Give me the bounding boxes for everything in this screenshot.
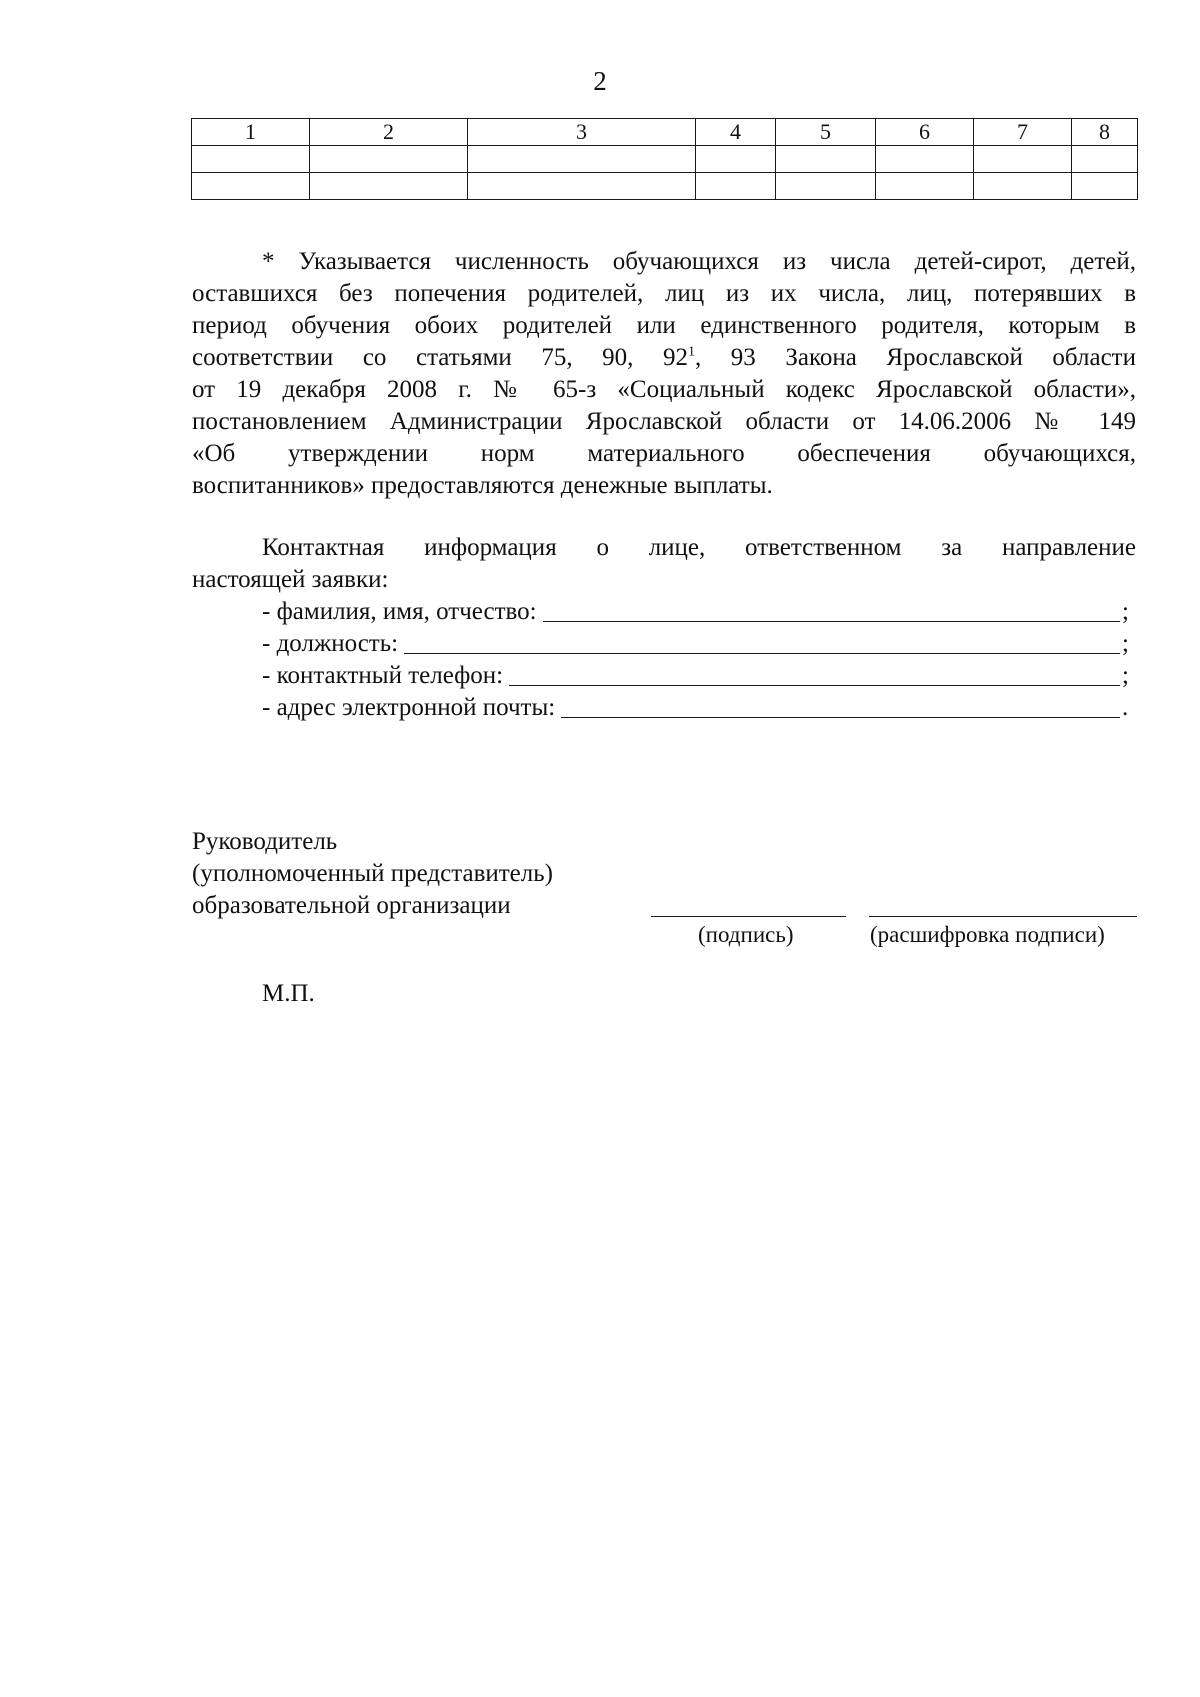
fio-blank-line[interactable] [543,597,1120,622]
footnote-line: от 19 декабря 2008 г. № 65-з «Социальный кодекс Ярославской области», [192,376,1136,403]
table-cell [310,146,468,173]
table-cell [1072,146,1138,173]
signature-decode-blank-line[interactable] [869,916,1137,917]
contact-heading: настоящей заявки: [192,566,389,593]
field-label: - должность: [262,630,399,657]
footnote-line: оставшихся без попечения родителей, лиц из их числа, лиц, потерявших в [192,280,1136,307]
email-blank-line[interactable] [561,693,1120,718]
contact-field-fio [192,596,1136,628]
field-label: - контактный телефон: [262,662,504,689]
table-header-cell: 7 [974,119,1072,146]
contact-field-email [192,692,1136,724]
table-cell [696,173,776,200]
field-punctuation: . [1122,694,1129,721]
signature-caption: (подпись) [698,922,794,947]
footnote-text: соответствии со статьями 75, 90, 92 [192,344,688,371]
signature-decode-caption: (расшифровка подписи) [870,922,1105,947]
contact-heading: Контактная информация о лице, ответственном за направление [262,534,1136,561]
footnote-line: постановлением Администрации Ярославской области от 14.06.2006 № 149 [192,408,1136,435]
table-cell [876,146,974,173]
data-table [191,118,1138,200]
table-cell [310,173,468,200]
footnote-text: , 93 Закона Ярославской области [694,344,1136,371]
footnote-line: воспитанников» предоставляются денежные выплаты. [192,472,773,499]
table-row [192,173,1138,200]
field-punctuation: ; [1122,598,1129,625]
footnote-line [192,342,1136,374]
table-cell [776,173,876,200]
table-cell [876,173,974,200]
footnote-line: * Указывается численность обучающихся из числа детей-сирот, детей, [262,248,1136,275]
footnote-line: период обучения обоих родителей или единственного родителя, которым в [192,312,1136,339]
table-header-cell: 3 [468,119,696,146]
field-label: - адрес электронной почты: [262,694,556,721]
signature-blank-line[interactable] [651,916,846,917]
table-header-cell: 8 [1072,119,1138,146]
signatory-title-line: образовательной организации [192,892,511,919]
contact-field-position [192,628,1136,660]
table-header-cell: 4 [696,119,776,146]
contact-info [192,532,1136,724]
table-header-cell: 5 [776,119,876,146]
phone-blank-line[interactable] [509,661,1120,686]
field-punctuation: ; [1122,630,1129,657]
table-header-cell: 1 [192,119,310,146]
table-cell [974,173,1072,200]
stamp-placeholder: М.П. [262,980,315,1007]
footnote-superscript: 1 [687,344,695,360]
table-cell [696,146,776,173]
field-label: - фамилия, имя, отчество: [262,598,537,625]
table-cell [192,146,310,173]
table-header-cell: 2 [310,119,468,146]
table-cell [468,173,696,200]
table-cell [1072,173,1138,200]
table-header-row [192,119,1138,146]
table-cell [468,146,696,173]
table-row [192,146,1138,173]
signature-block [192,826,1136,922]
footnote-line: «Об утверждении норм материального обеспечения обучающихся, [192,440,1136,467]
table-cell [192,173,310,200]
table-cell [974,146,1072,173]
page-number: 2 [593,66,607,96]
footnote [192,246,1136,502]
table-cell [776,146,876,173]
signatory-title-line: (уполномоченный представитель) [192,860,553,887]
field-punctuation: ; [1122,662,1129,689]
signatory-title-line: Руководитель [192,828,338,855]
position-blank-line[interactable] [404,629,1120,654]
table-header-cell: 6 [876,119,974,146]
contact-field-phone [192,660,1136,692]
